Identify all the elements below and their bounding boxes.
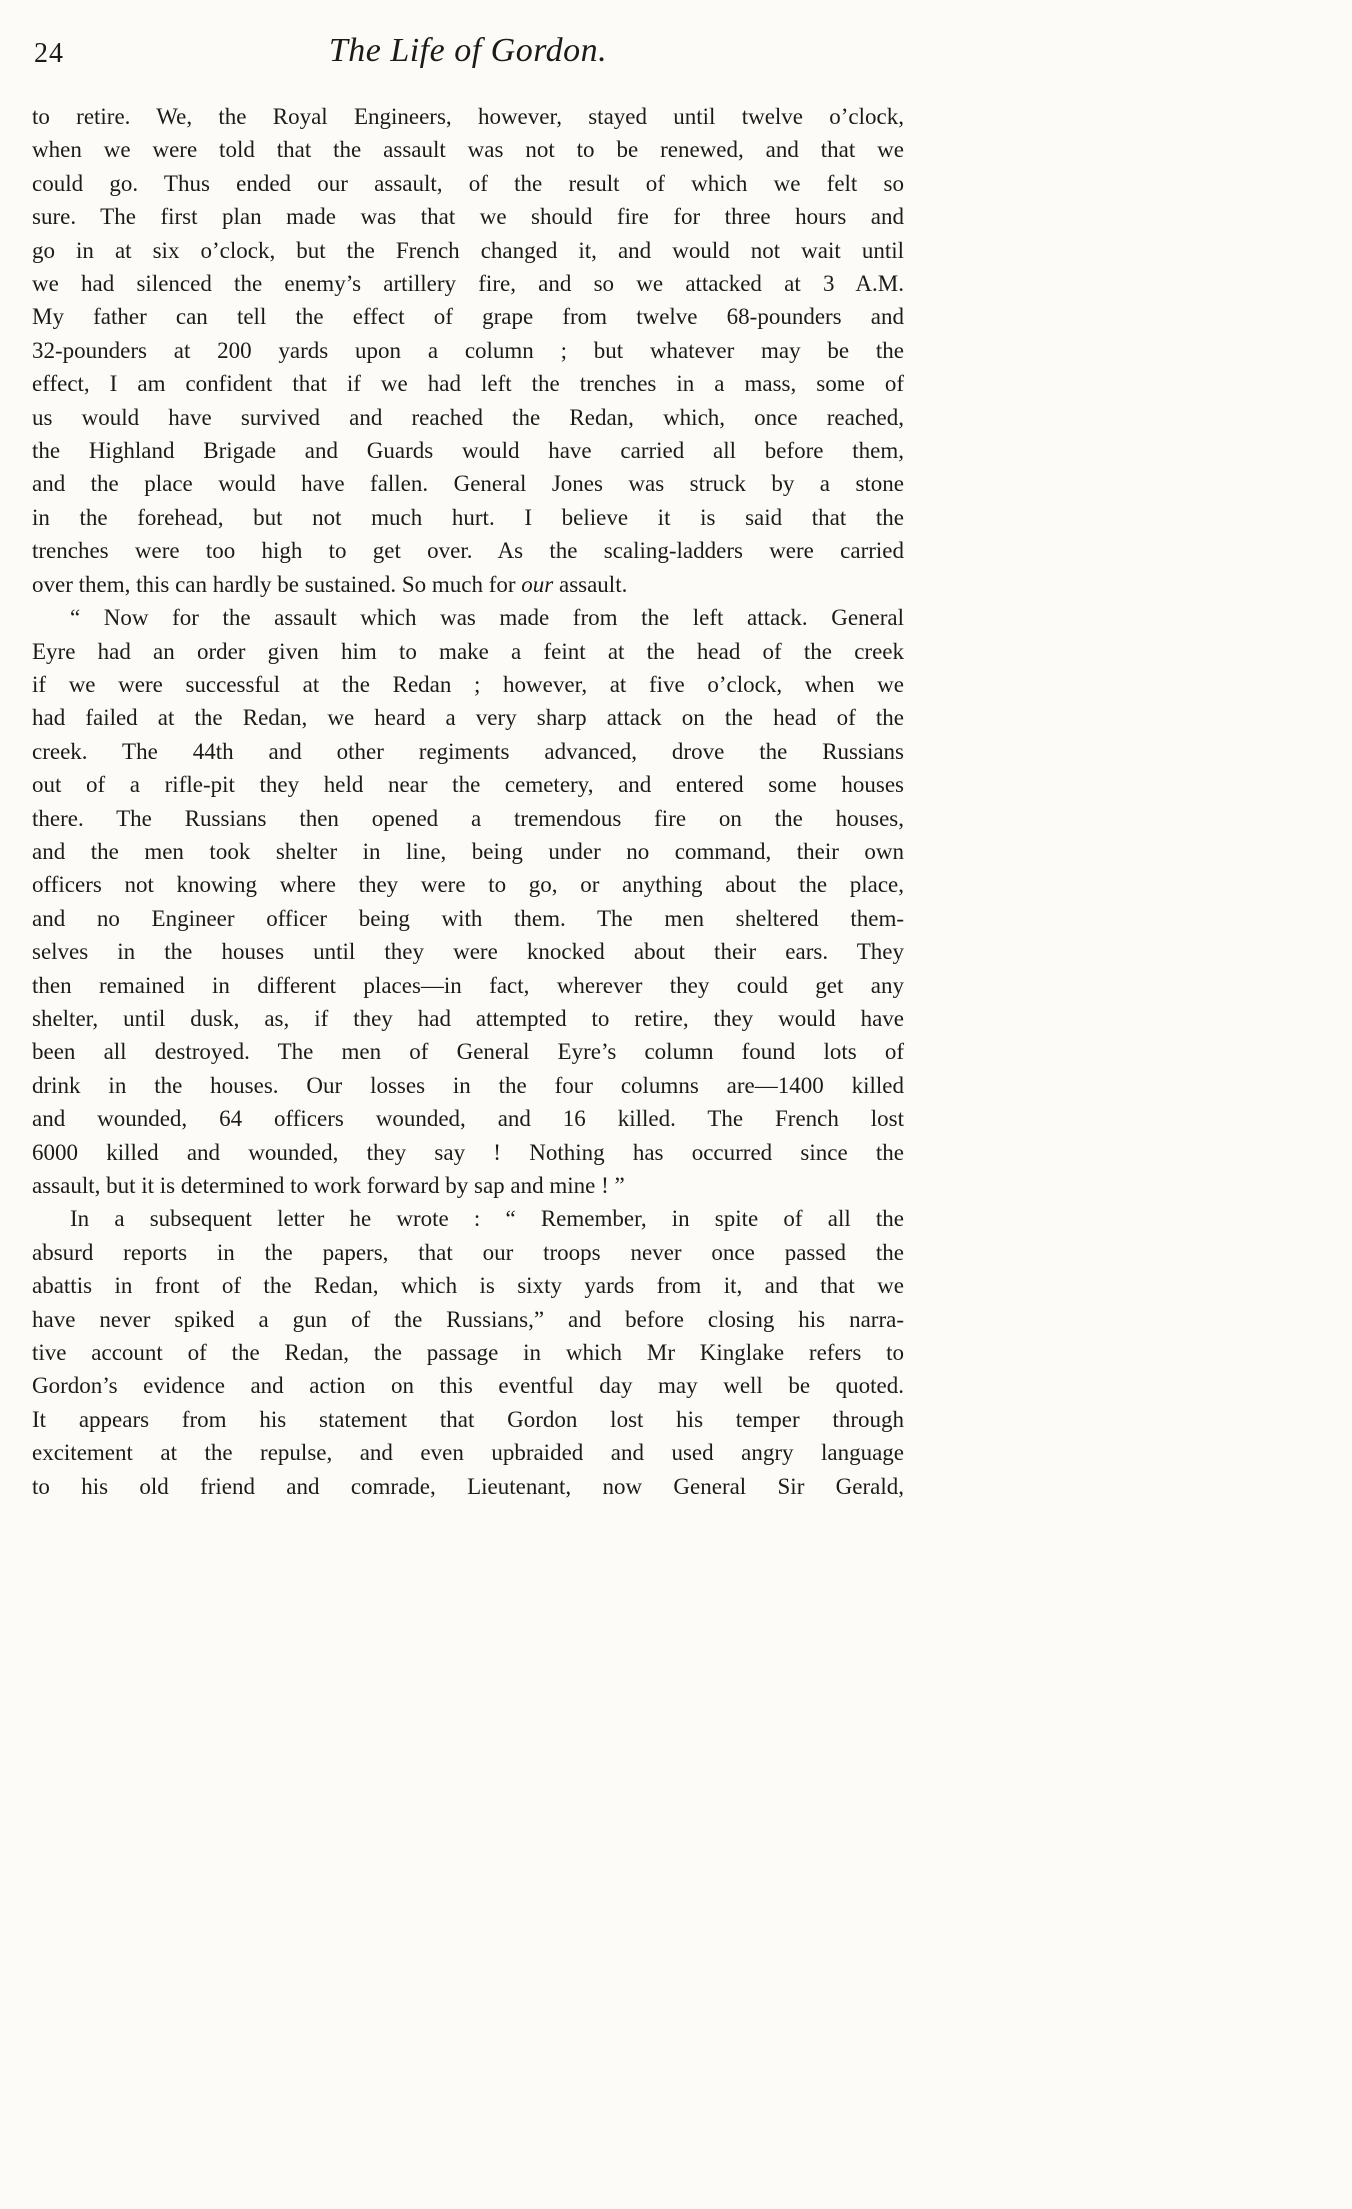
- text-line: to his old friend and comrade, Lieutenant, now General Sir Gerald,: [32, 1473, 904, 1499]
- text-line: creek. The 44th and other regiments advanced, drove the Russians: [32, 738, 904, 764]
- text-line: tive account of the Redan, the passage in which Mr Kinglake refers to: [32, 1340, 904, 1366]
- text-line: absurd reports in the papers, that our troops never once passed the: [32, 1239, 904, 1265]
- text-line: excitement at the repulse, and even upbraided and used angry language: [32, 1440, 904, 1466]
- text-line: effect, I am confident that if we had left the trenches in a mass, some of: [32, 371, 904, 397]
- text-line: over them, this can hardly be sustained. So much for our assault.: [32, 571, 628, 597]
- text-line: It appears from his statement that Gordon lost his temper through: [32, 1406, 904, 1432]
- page-header: [32, 30, 904, 82]
- text-line: had failed at the Redan, we heard a very sharp attack on the head of the: [32, 705, 904, 731]
- text-line: In a subsequent letter he wrote : “ Remember, in spite of all the: [70, 1206, 904, 1232]
- text-line: “ Now for the assault which was made from the left attack. General: [70, 605, 904, 631]
- text-line: could go. Thus ended our assault, of the result of which we felt so: [32, 170, 904, 196]
- text-line: and the men took shelter in line, being under no command, their own: [32, 838, 904, 864]
- text-line: abattis in front of the Redan, which is sixty yards from it, and that we: [32, 1273, 904, 1299]
- text-line: My father can tell the effect of grape from twelve 68-pounders and: [32, 304, 904, 330]
- text-line: drink in the houses. Our losses in the four columns are—1400 killed: [32, 1072, 904, 1098]
- text-block: [32, 30, 904, 1503]
- text-line: been all destroyed. The men of General Eyre’s column found lots of: [32, 1039, 904, 1065]
- text-line: in the forehead, but not much hurt. I believe it is said that the: [32, 504, 904, 530]
- text-line: Gordon’s evidence and action on this eventful day may well be quoted.: [32, 1373, 904, 1399]
- text-line: there. The Russians then opened a tremendous fire on the houses,: [32, 805, 904, 831]
- paragraph: [32, 100, 904, 601]
- text-line: Eyre had an order given him to make a feint at the head of the creek: [32, 638, 904, 664]
- text-line: if we were successful at the Redan ; however, at five o’clock, when we: [32, 671, 904, 697]
- running-title: The Life of Gordon.: [328, 32, 608, 69]
- text-line: and no Engineer officer being with them. The men sheltered them-: [32, 905, 904, 931]
- text-line: trenches were too high to get over. As the scaling-ladders were carried: [32, 538, 904, 564]
- page-number: 24: [34, 38, 64, 69]
- paragraph: [32, 601, 904, 1202]
- text-line: shelter, until dusk, as, if they had attempted to retire, they would have: [32, 1005, 904, 1031]
- text-line: when we were told that the assault was not to be renewed, and that we: [32, 137, 904, 163]
- text-line: and wounded, 64 officers wounded, and 16 killed. The French lost: [32, 1106, 904, 1132]
- text-line: have never spiked a gun of the Russians,” and before closing his narra-: [32, 1306, 904, 1332]
- text-line: 6000 killed and wounded, they say ! Nothing has occurred since the: [32, 1139, 904, 1165]
- text-line: go in at six o’clock, but the French changed it, and would not wait until: [32, 237, 904, 263]
- body-text: [32, 100, 904, 1503]
- text-line: sure. The first plan made was that we should fire for three hours and: [32, 204, 904, 230]
- text-line: assault, but it is determined to work forward by sap and mine ! ”: [32, 1173, 625, 1198]
- text-line: officers not knowing where they were to go, or anything about the place,: [32, 872, 904, 898]
- text-line: to retire. We, the Royal Engineers, however, stayed until twelve o’clock,: [32, 104, 904, 129]
- text-line: selves in the houses until they were knocked about their ears. They: [32, 939, 904, 965]
- text-line: then remained in different places—in fact, wherever they could get any: [32, 972, 904, 998]
- text-line: 32-pounders at 200 yards upon a column ; but whatever may be the: [32, 337, 904, 363]
- text-line: and the place would have fallen. General Jones was struck by a stone: [32, 471, 904, 497]
- paragraph: [32, 1202, 904, 1503]
- text-line: the Highland Brigade and Guards would have carried all before them,: [32, 438, 904, 464]
- text-line: us would have survived and reached the Redan, which, once reached,: [32, 404, 904, 430]
- text-line: we had silenced the enemy’s artillery fire, and so we attacked at 3 A.M.: [32, 271, 904, 297]
- text-line: out of a rifle-pit they held near the cemetery, and entered some houses: [32, 772, 904, 798]
